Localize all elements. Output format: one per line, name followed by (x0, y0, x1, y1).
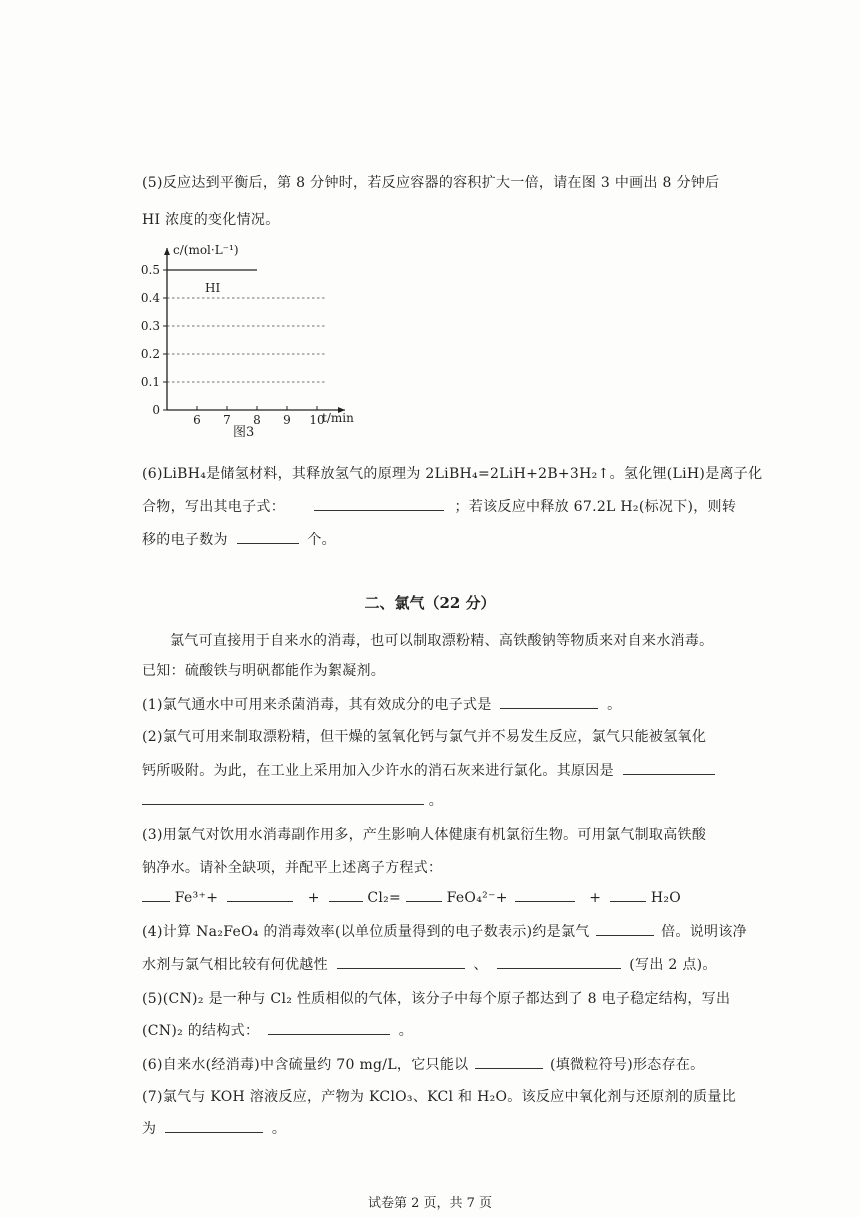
y-axis-label: c/(mol·L⁻¹) (173, 243, 239, 257)
s2q5-end: 。 (398, 1023, 414, 1039)
x-tick-label: 9 (283, 413, 291, 427)
s2q1-text: (1)氯气通水中可用来杀菌消毒，其有效成分的电子式是 (142, 697, 492, 713)
s2q4-line2-text: 水剂与氯气相比较有何优越性 (142, 957, 328, 973)
chart-grid (167, 298, 325, 382)
x-tick-label: 7 (223, 413, 231, 427)
eq-cl2: Cl₂= (367, 890, 402, 906)
page-footer: 试卷第 2 页，共 7 页 (367, 1196, 493, 1211)
eq-missing-product-blank[interactable] (515, 887, 575, 902)
s2q6-line (142, 1054, 704, 1074)
s2q2-blank-a[interactable] (623, 760, 715, 775)
s2q6-particle-blank[interactable] (475, 1054, 543, 1069)
s2q3-line1: (3)用氯气对饮用水消毒副作用多，产生影响人体健康有机氯衍生物。可用氯气制取高铁酸 (142, 827, 707, 843)
y-tick-label: 0.4 (140, 291, 160, 305)
eq-coef-feo4-blank[interactable] (406, 887, 442, 902)
s2q2-line1: (2)氯气可用来制取漂粉精，但干燥的氢氧化钙与氯气并不易发生反应，氯气只能被氢氧化 (142, 729, 707, 745)
s2q2-end: 。 (428, 793, 444, 809)
eq-fe3: Fe³⁺+ (174, 890, 219, 906)
y-tick-label: 0 (152, 403, 160, 417)
q6-line3-suffix: 个。 (307, 532, 336, 548)
figure-caption: 图3 (233, 425, 255, 440)
eq-plus1: + (307, 890, 320, 906)
s2q1-blank[interactable] (500, 694, 598, 709)
s2q2-line2 (142, 760, 715, 780)
s2q7-line2 (142, 1118, 286, 1138)
s2q4-line2 (142, 954, 717, 974)
s2q2-line3 (142, 790, 443, 810)
q6-line2-prefix: 合物，写出其电子式： (142, 499, 285, 515)
q6-line3-prefix: 移的电子数为 (142, 532, 228, 548)
eq-coef-cl2-blank[interactable] (329, 887, 363, 902)
s2q7-end: 。 (271, 1121, 287, 1137)
s2q5-line2 (142, 1020, 413, 1040)
s2q5-structure-blank[interactable] (268, 1020, 390, 1035)
q6-electron-count-blank[interactable] (237, 529, 299, 544)
eq-feo4: FeO₄²⁻+ (446, 890, 508, 906)
s2q4-line1-text: (4)计算 Na₂FeO₄ 的消毒效率(以单位质量得到的电子数表示)约是氯气 (142, 924, 590, 940)
s2q4-advantage2-blank[interactable] (497, 954, 621, 969)
x-tick-labels (193, 406, 324, 427)
figure3-chart (135, 240, 375, 440)
s2q5-line1: (5)(CN)₂ 是一种与 Cl₂ 性质相似的气体，该分子中每个原子都达到了 8 电子稳定结构，写出 (142, 991, 731, 1007)
s2q6-text: (6)自来水(经消毒)中含硫量约 70 mg/L，它只能以 (142, 1057, 469, 1073)
x-tick-label: 8 (253, 413, 261, 427)
x-axis-label: t/min (322, 411, 354, 425)
y-axis-arrow (164, 248, 170, 255)
y-tick-label: 0.1 (140, 375, 160, 389)
s2q4-ratio-blank[interactable] (596, 921, 654, 936)
s2q4-line1 (142, 921, 747, 941)
s2q4-line2-suffix: (写出 2 点)。 (629, 957, 717, 973)
eq-missing-reactant-blank[interactable] (227, 887, 293, 902)
s2q1-line (142, 694, 621, 714)
y-tick-label: 0.2 (140, 347, 160, 361)
s2q7-line2-text: 为 (142, 1121, 157, 1137)
x-tick-label: 10 (309, 413, 325, 427)
chart-axes (164, 248, 345, 413)
s2q6-suffix: (填微粒符号)形态存在。 (549, 1057, 705, 1073)
y-tick-label: 0.5 (140, 263, 160, 277)
y-tick-labels (141, 263, 167, 417)
s2q7-line1: (7)氯气与 KOH 溶液反应，产物为 KClO₃、KCl 和 H₂O。该反应中氧化剂与还原剂的质量比 (142, 1089, 737, 1105)
s2q3-equation (142, 887, 681, 906)
series-label-hi: HI (205, 281, 221, 295)
x-tick-label: 6 (193, 413, 201, 427)
eq-h2o: H₂O (650, 890, 682, 906)
s2q4-separator: 、 (473, 957, 488, 973)
q6-line3 (142, 529, 336, 549)
y-tick-label: 0.3 (140, 319, 160, 333)
s2q2-blank-b[interactable] (142, 790, 424, 805)
section2-intro2: 已知：硫酸铁与明矾都能作为絮凝剂。 (142, 663, 386, 679)
s2q7-ratio-blank[interactable] (165, 1118, 263, 1133)
section2-intro1: 氯气可直接用于自来水的消毒，也可以制取漂粉精、高铁酸钠等物质来对自来水消毒。 (170, 633, 714, 649)
s2q1-end: 。 (607, 697, 622, 713)
q6-line1: (6)LiBH₄是储氢材料，其释放氢气的原理为 2LiBH₄=2LiH+2B+3H₂↑。氢化锂(LiH)是离子化 (142, 466, 763, 482)
eq-coef-h2o-blank[interactable] (610, 887, 646, 902)
q5-line1: (5)反应达到平衡后，第 8 分钟时，若反应容器的容积扩大一倍，请在图 3 中画出 8 分钟后 (142, 175, 720, 191)
q6-line2-suffix: ；若该反应中释放 67.2L H₂(标况下)，则转 (454, 499, 737, 515)
s2q4-line1-suffix: 倍。说明该净 (661, 924, 747, 940)
s2q4-advantage1-blank[interactable] (337, 954, 465, 969)
s2q5-line2-text: (CN)₂ 的结构式： (142, 1023, 260, 1039)
q6-line2 (142, 496, 736, 516)
eq-coef-fe3-blank[interactable] (142, 887, 170, 902)
q5-line2: HI 浓度的变化情况。 (142, 212, 280, 228)
s2q2-line2-text: 钙所吸附。为此，在工业上采用加入少许水的消石灰来进行氯化。其原因是 (142, 763, 614, 779)
s2q3-line2: 钠净水。请补全缺项，并配平上述离子方程式： (142, 860, 443, 876)
eq-plus2: + (589, 890, 602, 906)
q6-electron-formula-blank[interactable] (314, 496, 444, 511)
section2-title: 二、氯气（22 分） (364, 594, 496, 612)
